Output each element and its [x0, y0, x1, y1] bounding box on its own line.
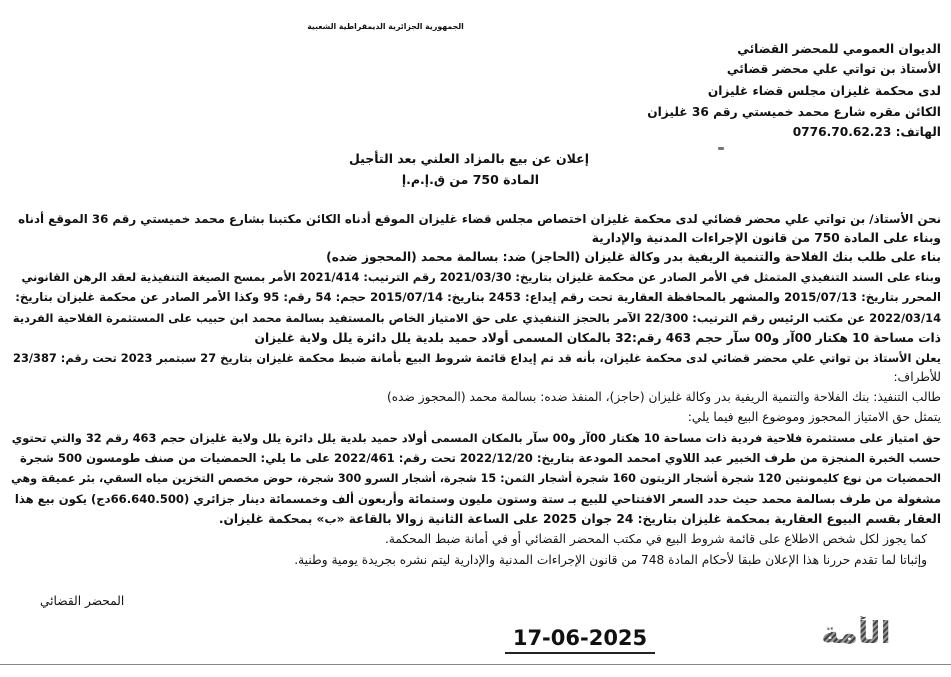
office-address: الكائن مقره شارع محمد خميستي رقم 36 غليزان	[647, 105, 941, 119]
body-line-6: 2022/03/14 عن مكتب الرئيس رقم الترتيب: 22/300 الآمر بالحجز التنفيذي على حق الامتياز الخاص بالمستفيد بسالمة محمد ابن حبيب على المستثمرة الفلاحية الفردية	[12, 311, 941, 325]
newspaper-logo	[796, 616, 916, 652]
body-line-4: وبناء على السند التنفيذي المتمثل في الأمر الصادر عن محكمة غليزان بتاريخ: 2021/03/30 رقم الترتيب: 2021/414 الأمر بمسح الصيغة التنفيذية لعقد الرهن القانوني	[21, 270, 941, 284]
body-line-17: كما يجوز لكل شخص الاطلاع على قائمة شروط البيع في مكتب المحضر القضائي أو في أمانة ضبط المحكمة.	[384, 532, 927, 546]
court-name: لدى محكمة غليزان مجلس قضاء غليزان	[707, 84, 941, 98]
ink-mark	[718, 147, 724, 150]
body-line-1: نحن الأستاذ/ بن تواتي علي محضر قضائي لدى محكمة غليزان اختصاص مجلس قضاء غليزان الموقع أدناه الكائن مكتبنا بشارع محمد خميستي رقم 36 الموقع أدناه	[18, 212, 941, 226]
republic-header: الجمهورية الجزائرية الديمقراطية الشعبية	[307, 22, 464, 31]
date-underline	[505, 652, 655, 654]
publication-date: 17-06-2025	[512, 626, 648, 650]
office-name: الديوان العمومي للمحضر القضائي	[737, 42, 941, 56]
office-phone: الهاتف: 0776.70.62.23	[792, 125, 941, 139]
body-line-3: بناء على طلب بنك الفلاحة والتنمية الريفية بدر وكالة غليزان (الحاجز) ضد: بسالمة محمد (المحجوز ضده)	[326, 250, 941, 264]
body-line-8: يعلن الأستاذ بن تواتي علي محضر قضائي لدى محكمة غليزان، بأنه قد تم إيداع قائمة شروط البيع بأمانة ضبط محكمة غليزان بتاريخ 27 سبتمبر 2023 تحت رقم: 23/387	[13, 351, 941, 365]
body-line-7: ذات مساحة 10 هكتار 00آر و00 سآر حجم 463 رقم:32 بالمكان المسمى أولاد حميد بلدية يلل دائرة يلل ولاية غليزان	[254, 331, 941, 345]
signature: المحضر القضائي	[40, 594, 125, 608]
body-line-10: طالب التنفيذ: بنك الفلاحة والتنمية الريفية بدر وكالة غليزان (حاجز)، المنفذ ضده: بسالمة محمد (المحجوز ضده)	[387, 390, 941, 404]
notice-title: إعلان عن بيع بالمزاد العلني بعد التأجيل	[348, 151, 589, 166]
body-line-2: وبناء على المادة 750 من قانون الإجراءات المدنية والإدارية	[591, 231, 941, 245]
newspaper-logo-text: الأمة	[796, 616, 916, 652]
body-line-16: العقار بقسم البيوع العقارية بمحكمة غليزان بتاريخ: 24 جوان 2025 على الساعة الثانية زوالا بالقاعة «ب» بمحكمة غليزان.	[218, 512, 941, 526]
notice-article: المادة 750 من ق.إ.م.إ	[401, 172, 539, 187]
body-line-18: وإثباتا لما تقدم حررنا هذا الإعلان طبقا لأحكام المادة 748 من قانون الإجراءات المدنية والإدارية ليتم نشره بجريدة يومية وطنية.	[294, 553, 927, 567]
bottom-divider	[0, 664, 951, 665]
body-line-15: مشغولة من طرف بسالمة محمد حيث حدد السعر الافتتاحي للبيع بـ ستة وستون مليون وستمائة وأربعون ألف وخمسمائة دينار جزائري (66.640.500دج) يكون بيع هذا	[14, 492, 941, 506]
body-line-14: الحمضيات من نوع كليمونتين 120 شجرة أشجار الزيتون 160 شجرة أشجار الثمن: 15 شجرة، أشجار السرو 300 شجرة، حوض مخصص التخزين مياه السقي، بئر عميقة وهي	[11, 472, 941, 485]
body-line-13: حسب الخبرة المنجزة من طرف الخبير عبد اللاوي امحمد المودعة بتاريخ: 2022/12/20 تحت رقم: 2022/461 على ما يلي: الحمضيات من صنف طومسون 500 شجرة	[20, 451, 941, 465]
body-line-5: المحرر بتاريخ: 2015/07/13 والمشهر بالمحافظة العقارية تحت رقم إيداع: 2453 بتاريخ: 2015/07/14 حجم: 54 رقم: 95 وكذا الأمر الصادر عن محكمة غليزان بتاريخ:	[15, 290, 941, 304]
bailiff-name: الأستاذ بن تواتي علي محضر قضائي	[726, 62, 941, 76]
body-line-9: للأطراف:	[893, 370, 941, 384]
body-line-12: حق امتياز على مستثمرة فلاحية فردية ذات مساحة 10 هكتار 00آر و00 سآر بالمكان المسمى أولاد حميد بلدية يلل دائرة يلل ولاية غليزان حجم 463 رقم 32 والتي تحتوي	[11, 431, 941, 445]
body-line-11: يتمثل حق الامتياز المحجوز وموضوع البيع فيما يلي:	[687, 410, 941, 424]
